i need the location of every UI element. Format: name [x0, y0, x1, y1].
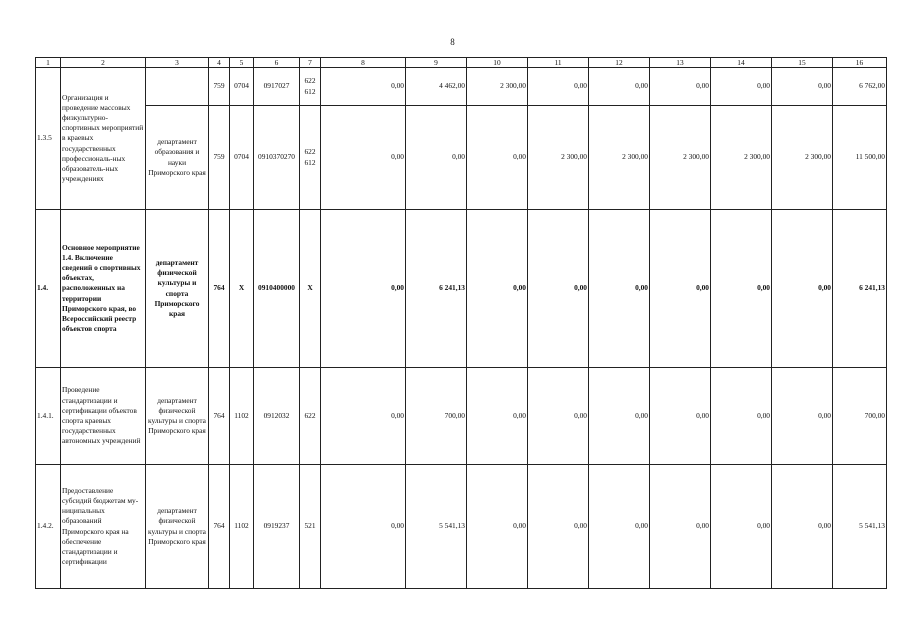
- header-cell: 1: [36, 58, 61, 68]
- cell-c5: X: [230, 210, 254, 368]
- row-dept: департамент физической культуры и спорта Приморского края: [146, 210, 209, 368]
- cell-value: 0,00: [650, 368, 711, 465]
- cell-value: 0,00: [589, 368, 650, 465]
- cell-value: 4 462,00: [406, 68, 467, 106]
- cell-value: 0,00: [589, 210, 650, 368]
- cell-value: 0,00: [589, 68, 650, 106]
- cell-c4: 759: [209, 106, 230, 210]
- header-cell: 16: [833, 58, 887, 68]
- cell-value: 6 762,00: [833, 68, 887, 106]
- cell-value: 6 241,13: [833, 210, 887, 368]
- cell-c4: 764: [209, 465, 230, 589]
- table-row: [36, 68, 887, 106]
- page-number: 8: [450, 37, 455, 47]
- cell-value: 700,00: [406, 368, 467, 465]
- cell-c6: 0917027: [254, 68, 300, 106]
- header-cell: 13: [650, 58, 711, 68]
- row-name: Предоставление субсидий бюджетам му-ниципальных образований Приморского края на обеспечение стандартизации и сертификации: [61, 465, 146, 589]
- cell-value: 0,00: [589, 465, 650, 589]
- cell-value: 0,00: [650, 210, 711, 368]
- cell-value: 0,00: [650, 465, 711, 589]
- header-row: [36, 58, 887, 68]
- cell-c5: 1102: [230, 465, 254, 589]
- cell-value: 2 300,00: [650, 106, 711, 210]
- cell-value: 0,00: [528, 465, 589, 589]
- row-name: Основное мероприятие 1.4. Включение сведений о спортивных объектах, расположенных на территории Приморского края, во Всероссийский реестр объектов спорта: [61, 210, 146, 368]
- cell-value: 0,00: [711, 368, 772, 465]
- cell-c7: 622 612: [300, 106, 321, 210]
- row-id: 1.3.5: [36, 68, 61, 210]
- header-cell: 4: [209, 58, 230, 68]
- cell-value: 0,00: [321, 210, 406, 368]
- cell-value: 0,00: [467, 465, 528, 589]
- header-cell: 15: [772, 58, 833, 68]
- cell-value: 0,00: [528, 210, 589, 368]
- row-id: 1.4.: [36, 210, 61, 368]
- cell-value: 2 300,00: [711, 106, 772, 210]
- cell-c4: 764: [209, 368, 230, 465]
- header-cell: 6: [254, 58, 300, 68]
- cell-value: 5 541,13: [406, 465, 467, 589]
- cell-value: 0,00: [772, 465, 833, 589]
- cell-c4: 764: [209, 210, 230, 368]
- cell-value: 2 300,00: [467, 68, 528, 106]
- cell-value: 6 241,13: [406, 210, 467, 368]
- row-dept: департамент физической культуры и спорта Приморского края: [146, 368, 209, 465]
- cell-c5: 1102: [230, 368, 254, 465]
- row-dept: департамент образования и науки Приморского края: [146, 106, 209, 210]
- cell-value: 0,00: [772, 368, 833, 465]
- cell-value: 0,00: [711, 68, 772, 106]
- header-cell: 14: [711, 58, 772, 68]
- cell-value: 0,00: [467, 368, 528, 465]
- header-cell: 8: [321, 58, 406, 68]
- cell-value: 0,00: [321, 68, 406, 106]
- cell-value: 11 500,00: [833, 106, 887, 210]
- cell-value: 0,00: [711, 465, 772, 589]
- cell-c6: 0912032: [254, 368, 300, 465]
- header-cell: 2: [61, 58, 146, 68]
- cell-c7: X: [300, 210, 321, 368]
- header-cell: 5: [230, 58, 254, 68]
- row-dept: [146, 68, 209, 106]
- cell-value: 0,00: [467, 106, 528, 210]
- cell-value: 0,00: [321, 368, 406, 465]
- cell-value: 0,00: [321, 465, 406, 589]
- cell-c5: 0704: [230, 106, 254, 210]
- cell-c4: 759: [209, 68, 230, 106]
- cell-value: 2 300,00: [528, 106, 589, 210]
- cell-c7: 622: [300, 368, 321, 465]
- cell-c6: 0910400000: [254, 210, 300, 368]
- budget-table: [35, 57, 887, 589]
- row-name: Организация и проведение массовых физкультурно-спортивных мероприятий в краевых государственных профессиональ-ных образователь-ных учреждениях: [61, 68, 146, 210]
- cell-value: 0,00: [528, 368, 589, 465]
- cell-value: 0,00: [528, 68, 589, 106]
- cell-value: 0,00: [321, 106, 406, 210]
- cell-value: 2 300,00: [589, 106, 650, 210]
- row-name: Проведение стандартизации и сертификации объектов спорта краевых государственных автономных учреждений: [61, 368, 146, 465]
- table-row: [36, 106, 887, 210]
- header-cell: 9: [406, 58, 467, 68]
- cell-c6: 0919237: [254, 465, 300, 589]
- header-cell: 7: [300, 58, 321, 68]
- cell-c7: 622 612: [300, 68, 321, 106]
- cell-value: 0,00: [650, 68, 711, 106]
- row-dept: департамент физической культуры и спорта Приморского края: [146, 465, 209, 589]
- cell-value: 0,00: [406, 106, 467, 210]
- row-id: 1.4.1.: [36, 368, 61, 465]
- cell-value: 0,00: [467, 210, 528, 368]
- cell-value: 5 541,13: [833, 465, 887, 589]
- table-row: [36, 210, 887, 368]
- header-cell: 3: [146, 58, 209, 68]
- cell-value: 700,00: [833, 368, 887, 465]
- header-cell: 10: [467, 58, 528, 68]
- header-cell: 12: [589, 58, 650, 68]
- cell-value: 2 300,00: [772, 106, 833, 210]
- cell-value: 0,00: [772, 210, 833, 368]
- cell-value: 0,00: [772, 68, 833, 106]
- cell-c7: 521: [300, 465, 321, 589]
- row-id: 1.4.2.: [36, 465, 61, 589]
- table-row: [36, 368, 887, 465]
- header-cell: 11: [528, 58, 589, 68]
- cell-c5: 0704: [230, 68, 254, 106]
- cell-c6: 0910370270: [254, 106, 300, 210]
- cell-value: 0,00: [711, 210, 772, 368]
- table-row: [36, 465, 887, 589]
